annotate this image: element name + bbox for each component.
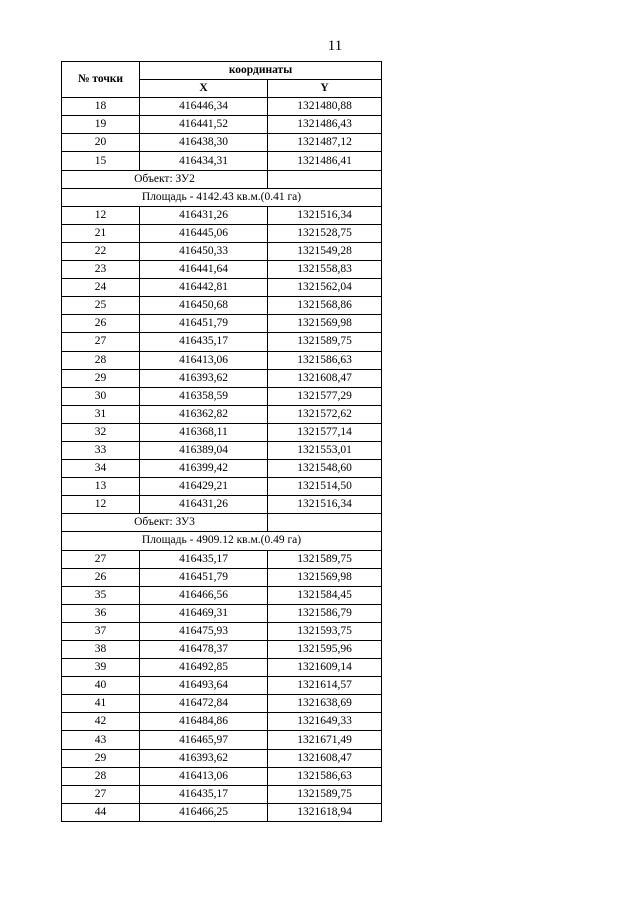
x-coordinate-cell: 416478,37 bbox=[140, 641, 268, 659]
x-coordinate-cell: 416435,17 bbox=[140, 333, 268, 351]
table-row bbox=[62, 224, 382, 242]
area-row bbox=[62, 188, 382, 206]
header-row-top bbox=[62, 62, 382, 80]
x-coordinate-cell: 416438,30 bbox=[140, 134, 268, 152]
table-row bbox=[62, 441, 382, 459]
point-number-cell: 27 bbox=[62, 333, 140, 351]
point-number-cell: 20 bbox=[62, 134, 140, 152]
point-number-cell: 37 bbox=[62, 622, 140, 640]
y-coordinate-cell: 1321528,75 bbox=[268, 224, 382, 242]
area-row bbox=[62, 532, 382, 550]
point-number-cell: 29 bbox=[62, 369, 140, 387]
y-coordinate-cell: 1321568,86 bbox=[268, 297, 382, 315]
point-number-cell: 23 bbox=[62, 261, 140, 279]
point-number-cell: 22 bbox=[62, 242, 140, 260]
coordinates-table bbox=[61, 61, 382, 822]
table-row bbox=[62, 423, 382, 441]
x-coordinate-cell: 416434,31 bbox=[140, 152, 268, 170]
y-coordinate-cell: 1321487,12 bbox=[268, 134, 382, 152]
y-coordinate-cell: 1321480,88 bbox=[268, 98, 382, 116]
x-coordinate-cell: 416431,26 bbox=[140, 206, 268, 224]
point-number-cell: 27 bbox=[62, 785, 140, 803]
table-row bbox=[62, 116, 382, 134]
x-coordinate-cell: 416450,68 bbox=[140, 297, 268, 315]
table-row bbox=[62, 713, 382, 731]
point-number-cell: 21 bbox=[62, 224, 140, 242]
x-coordinate-cell: 416451,79 bbox=[140, 568, 268, 586]
y-coordinate-cell: 1321558,83 bbox=[268, 261, 382, 279]
y-coordinate-cell: 1321614,57 bbox=[268, 677, 382, 695]
x-coordinate-cell: 416393,62 bbox=[140, 369, 268, 387]
point-number-cell: 19 bbox=[62, 116, 140, 134]
table-row bbox=[62, 369, 382, 387]
point-number-cell: 36 bbox=[62, 604, 140, 622]
x-coordinate-cell: 416475,93 bbox=[140, 622, 268, 640]
table-row bbox=[62, 315, 382, 333]
x-coordinate-cell: 416445,06 bbox=[140, 224, 268, 242]
y-coordinate-cell: 1321572,62 bbox=[268, 405, 382, 423]
empty-cell bbox=[268, 170, 382, 188]
point-number-cell: 29 bbox=[62, 749, 140, 767]
table-row bbox=[62, 279, 382, 297]
point-number-cell: 34 bbox=[62, 460, 140, 478]
y-coordinate-cell: 1321586,63 bbox=[268, 351, 382, 369]
table-row bbox=[62, 387, 382, 405]
point-number-cell: 28 bbox=[62, 767, 140, 785]
y-coordinate-cell: 1321595,96 bbox=[268, 641, 382, 659]
area-label: Площадь - 4142.43 кв.м.(0.41 га) bbox=[62, 188, 382, 206]
point-number-cell: 33 bbox=[62, 441, 140, 459]
table-row bbox=[62, 152, 382, 170]
point-number-cell: 12 bbox=[62, 496, 140, 514]
x-coordinate-cell: 416413,06 bbox=[140, 351, 268, 369]
y-coordinate-cell: 1321562,04 bbox=[268, 279, 382, 297]
point-number-cell: 25 bbox=[62, 297, 140, 315]
table-row bbox=[62, 586, 382, 604]
y-coordinate-cell: 1321516,34 bbox=[268, 496, 382, 514]
x-coordinate-cell: 416435,17 bbox=[140, 550, 268, 568]
point-number-cell: 38 bbox=[62, 641, 140, 659]
table-row bbox=[62, 604, 382, 622]
table-row bbox=[62, 261, 382, 279]
point-number-cell: 41 bbox=[62, 695, 140, 713]
y-coordinate-cell: 1321569,98 bbox=[268, 568, 382, 586]
point-number-cell: 12 bbox=[62, 206, 140, 224]
table-row bbox=[62, 659, 382, 677]
point-number-cell: 27 bbox=[62, 550, 140, 568]
y-coordinate-cell: 1321577,14 bbox=[268, 423, 382, 441]
table-row bbox=[62, 333, 382, 351]
point-number-cell: 30 bbox=[62, 387, 140, 405]
y-coordinate-cell: 1321553,01 bbox=[268, 441, 382, 459]
y-coordinate-cell: 1321549,28 bbox=[268, 242, 382, 260]
empty-cell bbox=[268, 514, 382, 532]
point-number-cell: 28 bbox=[62, 351, 140, 369]
x-coordinate-cell: 416399,42 bbox=[140, 460, 268, 478]
x-coordinate-cell: 416435,17 bbox=[140, 785, 268, 803]
table-row bbox=[62, 803, 382, 821]
object-row bbox=[62, 170, 382, 188]
table-row bbox=[62, 677, 382, 695]
object-row bbox=[62, 514, 382, 532]
table-row bbox=[62, 297, 382, 315]
x-coordinate-cell: 416492,85 bbox=[140, 659, 268, 677]
x-coordinate-cell: 416451,79 bbox=[140, 315, 268, 333]
y-coordinate-cell: 1321638,69 bbox=[268, 695, 382, 713]
x-coordinate-cell: 416431,26 bbox=[140, 496, 268, 514]
point-number-cell: 39 bbox=[62, 659, 140, 677]
table-row bbox=[62, 641, 382, 659]
x-coordinate-cell: 416442,81 bbox=[140, 279, 268, 297]
header-x: X bbox=[140, 80, 268, 98]
point-number-cell: 26 bbox=[62, 315, 140, 333]
table-row bbox=[62, 785, 382, 803]
x-coordinate-cell: 416413,06 bbox=[140, 767, 268, 785]
table-row bbox=[62, 351, 382, 369]
object-label: Объект: ЗУ2 bbox=[62, 170, 268, 188]
x-coordinate-cell: 416393,62 bbox=[140, 749, 268, 767]
table-row bbox=[62, 550, 382, 568]
point-number-cell: 43 bbox=[62, 731, 140, 749]
y-coordinate-cell: 1321593,75 bbox=[268, 622, 382, 640]
point-number-cell: 40 bbox=[62, 677, 140, 695]
x-coordinate-cell: 416389,04 bbox=[140, 441, 268, 459]
x-coordinate-cell: 416362,82 bbox=[140, 405, 268, 423]
area-label: Площадь - 4909.12 кв.м.(0.49 га) bbox=[62, 532, 382, 550]
point-number-cell: 32 bbox=[62, 423, 140, 441]
x-coordinate-cell: 416469,31 bbox=[140, 604, 268, 622]
y-coordinate-cell: 1321608,47 bbox=[268, 749, 382, 767]
table-row bbox=[62, 695, 382, 713]
x-coordinate-cell: 416441,64 bbox=[140, 261, 268, 279]
table-row bbox=[62, 405, 382, 423]
table-row bbox=[62, 568, 382, 586]
x-coordinate-cell: 416465,97 bbox=[140, 731, 268, 749]
object-label: Объект: ЗУ3 bbox=[62, 514, 268, 532]
header-y: Y bbox=[268, 80, 382, 98]
y-coordinate-cell: 1321514,50 bbox=[268, 478, 382, 496]
table-row bbox=[62, 98, 382, 116]
x-coordinate-cell: 416484,86 bbox=[140, 713, 268, 731]
point-number-cell: 35 bbox=[62, 586, 140, 604]
x-coordinate-cell: 416450,33 bbox=[140, 242, 268, 260]
y-coordinate-cell: 1321516,34 bbox=[268, 206, 382, 224]
y-coordinate-cell: 1321671,49 bbox=[268, 731, 382, 749]
y-coordinate-cell: 1321608,47 bbox=[268, 369, 382, 387]
y-coordinate-cell: 1321589,75 bbox=[268, 333, 382, 351]
table-row bbox=[62, 242, 382, 260]
point-number-cell: 42 bbox=[62, 713, 140, 731]
header-coordinates: координаты bbox=[140, 62, 382, 80]
x-coordinate-cell: 416493,64 bbox=[140, 677, 268, 695]
point-number-cell: 44 bbox=[62, 803, 140, 821]
page-number: 11 bbox=[327, 38, 343, 54]
x-coordinate-cell: 416429,21 bbox=[140, 478, 268, 496]
table-row bbox=[62, 206, 382, 224]
y-coordinate-cell: 1321609,14 bbox=[268, 659, 382, 677]
point-number-cell: 15 bbox=[62, 152, 140, 170]
y-coordinate-cell: 1321577,29 bbox=[268, 387, 382, 405]
table-row bbox=[62, 731, 382, 749]
y-coordinate-cell: 1321548,60 bbox=[268, 460, 382, 478]
x-coordinate-cell: 416472,84 bbox=[140, 695, 268, 713]
y-coordinate-cell: 1321486,43 bbox=[268, 116, 382, 134]
x-coordinate-cell: 416466,56 bbox=[140, 586, 268, 604]
point-number-cell: 24 bbox=[62, 279, 140, 297]
point-number-cell: 13 bbox=[62, 478, 140, 496]
y-coordinate-cell: 1321589,75 bbox=[268, 550, 382, 568]
y-coordinate-cell: 1321586,79 bbox=[268, 604, 382, 622]
header-point-number: № точки bbox=[62, 62, 140, 98]
x-coordinate-cell: 416368,11 bbox=[140, 423, 268, 441]
x-coordinate-cell: 416358,59 bbox=[140, 387, 268, 405]
y-coordinate-cell: 1321618,94 bbox=[268, 803, 382, 821]
y-coordinate-cell: 1321486,41 bbox=[268, 152, 382, 170]
x-coordinate-cell: 416441,52 bbox=[140, 116, 268, 134]
y-coordinate-cell: 1321584,45 bbox=[268, 586, 382, 604]
y-coordinate-cell: 1321649,33 bbox=[268, 713, 382, 731]
table-row bbox=[62, 749, 382, 767]
point-number-cell: 26 bbox=[62, 568, 140, 586]
table-row bbox=[62, 496, 382, 514]
table-row bbox=[62, 478, 382, 496]
y-coordinate-cell: 1321586,63 bbox=[268, 767, 382, 785]
x-coordinate-cell: 416466,25 bbox=[140, 803, 268, 821]
table-row bbox=[62, 767, 382, 785]
table-row bbox=[62, 622, 382, 640]
x-coordinate-cell: 416446,34 bbox=[140, 98, 268, 116]
table-row bbox=[62, 460, 382, 478]
point-number-cell: 18 bbox=[62, 98, 140, 116]
y-coordinate-cell: 1321589,75 bbox=[268, 785, 382, 803]
point-number-cell: 31 bbox=[62, 405, 140, 423]
table-row bbox=[62, 134, 382, 152]
table-body bbox=[62, 98, 382, 822]
y-coordinate-cell: 1321569,98 bbox=[268, 315, 382, 333]
